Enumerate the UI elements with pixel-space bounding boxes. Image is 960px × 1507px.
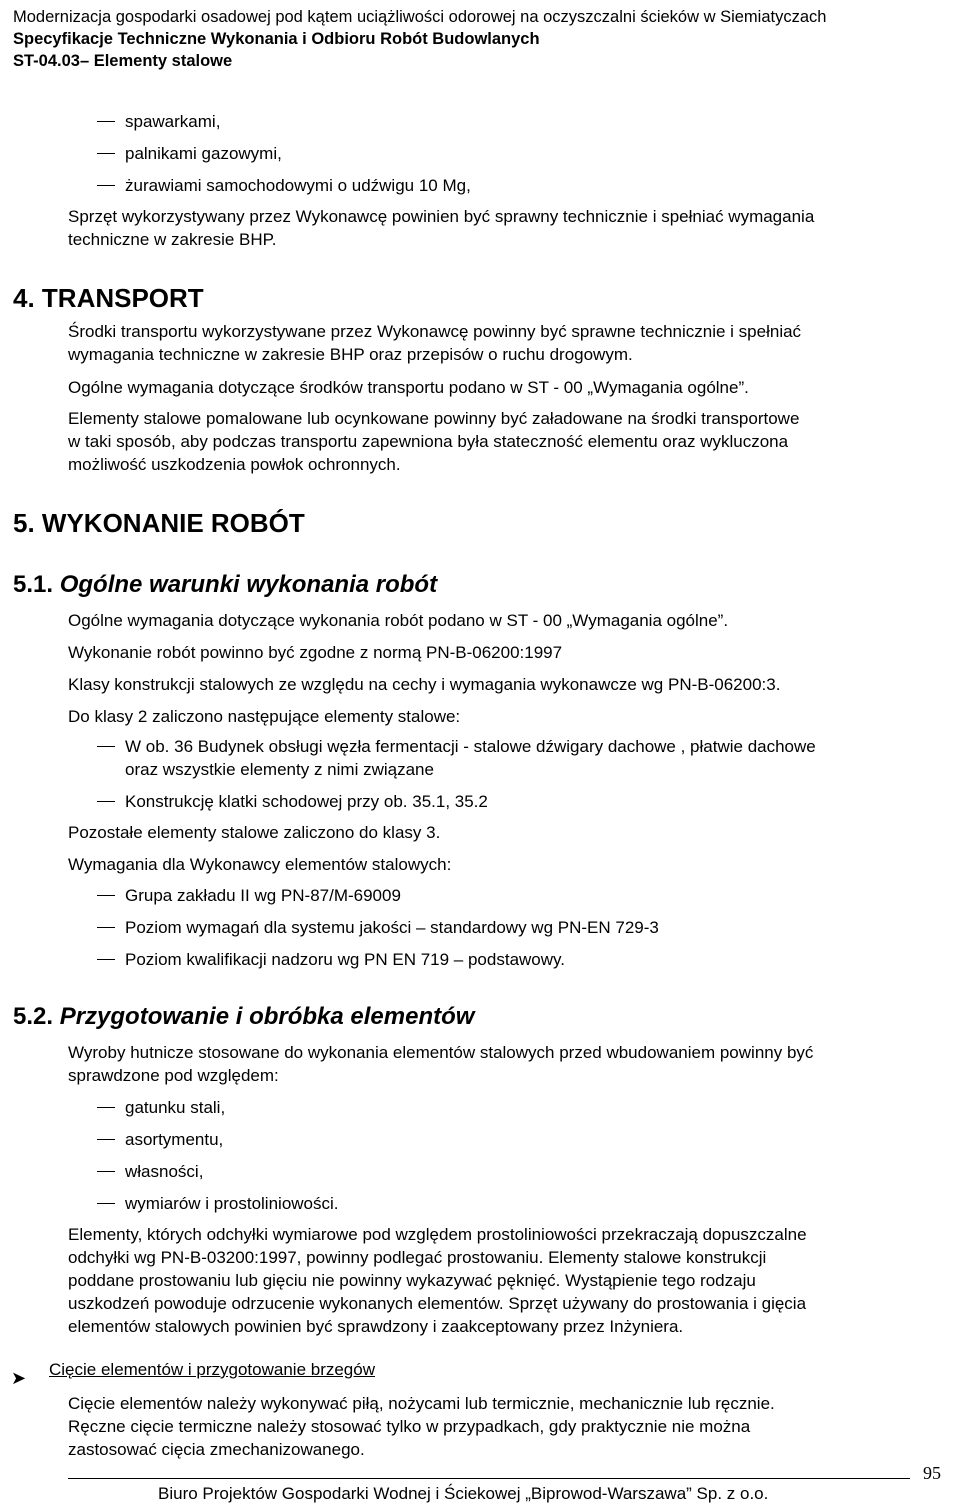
dash-bullet-icon — [97, 1107, 115, 1108]
footer-divider — [68, 1478, 910, 1479]
transport-requirements-paragraph: Ogólne wymagania dotyczące środków transportu podano w ST - 00 „Wymagania ogólne”. — [68, 378, 749, 397]
dash-bullet-icon — [97, 927, 115, 928]
equipment-paragraph: Sprzęt wykorzystywany przez Wykonawcę powinien być sprawny technicznie i spełniać wymagania techniczne w zakresie BHP. — [68, 207, 815, 249]
header-section-code: ST-04.03– Elementy stalowe — [13, 52, 233, 70]
header-spec-title: Specyfikacje Techniczne Wykonania i Odbioru Robót Budowlanych — [13, 30, 540, 48]
general-requirements-paragraph: Ogólne wymagania dotyczące wykonania robót podano w ST - 00 „Wymagania ogólne”. — [68, 611, 729, 630]
header-project-title: Modernizacja gospodarki osadowej pod kątem uciążliwości odorowej na oczyszczalni ścieków w Siemiatyczach — [13, 8, 827, 26]
subsection-heading-5-1: 5.1. Ogólne warunki wykonania robót — [13, 571, 438, 598]
dash-bullet-icon — [97, 185, 115, 186]
section-heading-execution: 5. WYKONANIE ROBÓT — [13, 508, 305, 538]
class-3-paragraph: Pozostałe elementy stalowe zaliczono do klasy 3. — [68, 823, 441, 842]
steel-products-paragraph: Wyroby hutnicze stosowane do wykonania elementów stalowych przed wbudowaniem powinny być sprawdzone pod względem: — [68, 1043, 814, 1085]
footer-company: Biuro Projektów Gospodarki Wodnej i Ściekowej „Biprowod-Warszawa” Sp. z o.o. — [158, 1484, 769, 1503]
dash-bullet-icon — [97, 1171, 115, 1172]
section-heading-transport: 4. TRANSPORT — [13, 283, 204, 313]
cutting-heading: Cięcie elementów i przygotowanie brzegów — [49, 1360, 375, 1379]
transport-paragraph: Środki transportu wykorzystywane przez Wykonawcę powinny być sprawne technicznie i spełniać wymagania techniczne w zakresie BHP oraz przepisów o ruchu drogowym. — [68, 322, 802, 364]
dash-bullet-icon — [97, 959, 115, 960]
subsection-heading-5-2: 5.2. Przygotowanie i obróbka elementów — [13, 1003, 475, 1030]
dash-bullet-icon — [97, 121, 115, 122]
page-number: 95 — [923, 1463, 941, 1483]
dash-bullet-icon — [97, 1139, 115, 1140]
straightening-paragraph: Elementy, których odchyłki wymiarowe pod względem prostoliniowości przekraczają dopuszczalne odchyłki wg PN-B-03200:1997, powinny podlegać prostowaniu. Elementy stalowe konstrukcji poddane prostowaniu lub gięciu nie powinny wykazywać pęknięć. Wystąpienie tego rodzaju uszkodzeń powoduje odrzucenie wykonanych elementów. Sprzęt używany do prostowania i gięcia elementów stalowych powinien być sprawdzony i zaakceptowany przez Inżyniera. — [68, 1225, 807, 1336]
dash-bullet-icon — [97, 1203, 115, 1204]
dash-bullet-icon — [97, 895, 115, 896]
contractor-requirements-paragraph: Wymagania dla Wykonawcy elementów stalowych: — [68, 855, 452, 874]
dash-bullet-icon — [97, 746, 115, 747]
norm-paragraph: Wykonanie robót powinno być zgodne z normą PN-B-06200:1997 — [68, 643, 563, 662]
class-2-paragraph: Do klasy 2 zaliczono następujące elementy stalowe: — [68, 707, 461, 726]
transport-loading-paragraph: Elementy stalowe pomalowane lub ocynkowane powinny być załadowane na środki transportowe w taki sposób, aby podczas transportu zapewniona była stateczność elementu oraz wykluczona możliwość uszkodzenia powłok ochronnych. — [68, 409, 800, 474]
dash-bullet-icon — [97, 801, 115, 802]
dash-bullet-icon — [97, 153, 115, 154]
page-header — [13, 6, 948, 72]
arrow-bullet-icon: ➤ — [11, 1368, 27, 1388]
cutting-paragraph: Cięcie elementów należy wykonywać piłą, nożycami lub termicznie, mechanicznie lub ręcznie. Ręczne cięcie termiczne należy stosować tylko w przypadkach, gdy praktycznie nie można zastosować cięcia zmechanizowanego. — [68, 1394, 775, 1459]
classes-paragraph: Klasy konstrukcji stalowych ze względu na cechy i wymagania wykonawcze wg PN-B-06200:3. — [68, 675, 781, 694]
